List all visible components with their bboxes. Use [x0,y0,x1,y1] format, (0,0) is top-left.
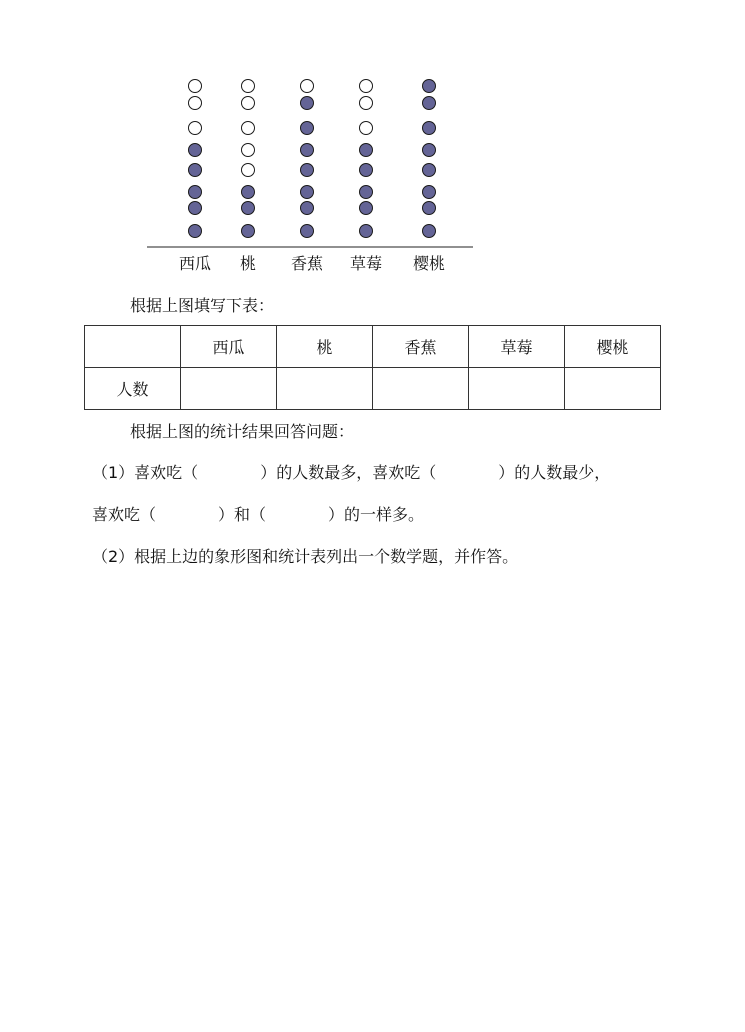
pictograph-chart [0,0,745,280]
table-header-strawberry: 草莓 [469,326,565,368]
empty-symbol [360,97,373,110]
category-label: 西瓜 [178,254,211,273]
table-header-peach: 桃 [277,326,373,368]
answer-cell-banana[interactable] [373,368,469,410]
filled-symbol [423,225,436,238]
category-label: 草莓 [349,254,382,273]
statistics-table [84,325,661,410]
table-header-banana: 香蕉 [373,326,469,368]
empty-symbol [242,97,255,110]
question-1-line-1 [92,463,610,483]
filled-symbol [189,144,202,157]
empty-symbol [360,80,373,93]
filled-symbol [423,97,436,110]
filled-symbol [423,164,436,177]
answer-cell-watermelon[interactable] [181,368,277,410]
q1-text-6: ）的一样多。 [328,505,425,524]
q1-text-1: （1）喜欢吃（ [92,463,199,482]
filled-symbol [423,186,436,199]
table-count-row [85,368,661,410]
filled-symbol [360,144,373,157]
filled-symbol [189,186,202,199]
filled-symbol [301,144,314,157]
empty-symbol [242,164,255,177]
q1-text-5: ）和（ [218,505,267,524]
empty-symbol [242,144,255,157]
empty-symbol [242,122,255,135]
empty-symbol [189,80,202,93]
fill-table-instruction: 根据上图填写下表： [130,296,275,315]
question-1-line-2 [92,505,424,525]
empty-symbol [360,122,373,135]
empty-symbol [301,80,314,93]
q1-text-3: ）的人数最少， [498,463,611,482]
filled-symbol [242,202,255,215]
table-header-blank [85,326,181,368]
filled-symbol [301,164,314,177]
q1-text-2: ）的人数最多，喜欢吃（ [260,463,437,482]
filled-symbol [423,122,436,135]
category-label: 香蕉 [290,254,323,273]
table-header-row [85,326,661,368]
empty-symbol [189,122,202,135]
filled-symbol [242,225,255,238]
filled-symbol [423,144,436,157]
category-label: 樱桃 [412,254,445,273]
filled-symbol [301,202,314,215]
empty-symbol [189,97,202,110]
filled-symbol [189,164,202,177]
category-label: 桃 [239,254,256,273]
filled-symbol [360,225,373,238]
table-header-cherry: 樱桃 [565,326,661,368]
table-row-label: 人数 [85,368,181,410]
answer-cell-strawberry[interactable] [469,368,565,410]
answer-cell-peach[interactable] [277,368,373,410]
filled-symbol [189,202,202,215]
table-header-watermelon: 西瓜 [181,326,277,368]
filled-symbol [423,80,436,93]
filled-symbol [360,202,373,215]
q1-text-4: 喜欢吃（ [92,505,157,524]
filled-symbol [301,122,314,135]
filled-symbol [360,164,373,177]
question-2: （2）根据上边的象形图和统计表列出一个数学题，并作答。 [92,547,519,566]
filled-symbol [189,225,202,238]
filled-symbol [301,97,314,110]
answer-cell-cherry[interactable] [565,368,661,410]
answer-questions-instruction: 根据上图的统计结果回答问题： [130,422,355,441]
empty-symbol [242,80,255,93]
filled-symbol [360,186,373,199]
filled-symbol [301,225,314,238]
filled-symbol [301,186,314,199]
filled-symbol [242,186,255,199]
filled-symbol [423,202,436,215]
